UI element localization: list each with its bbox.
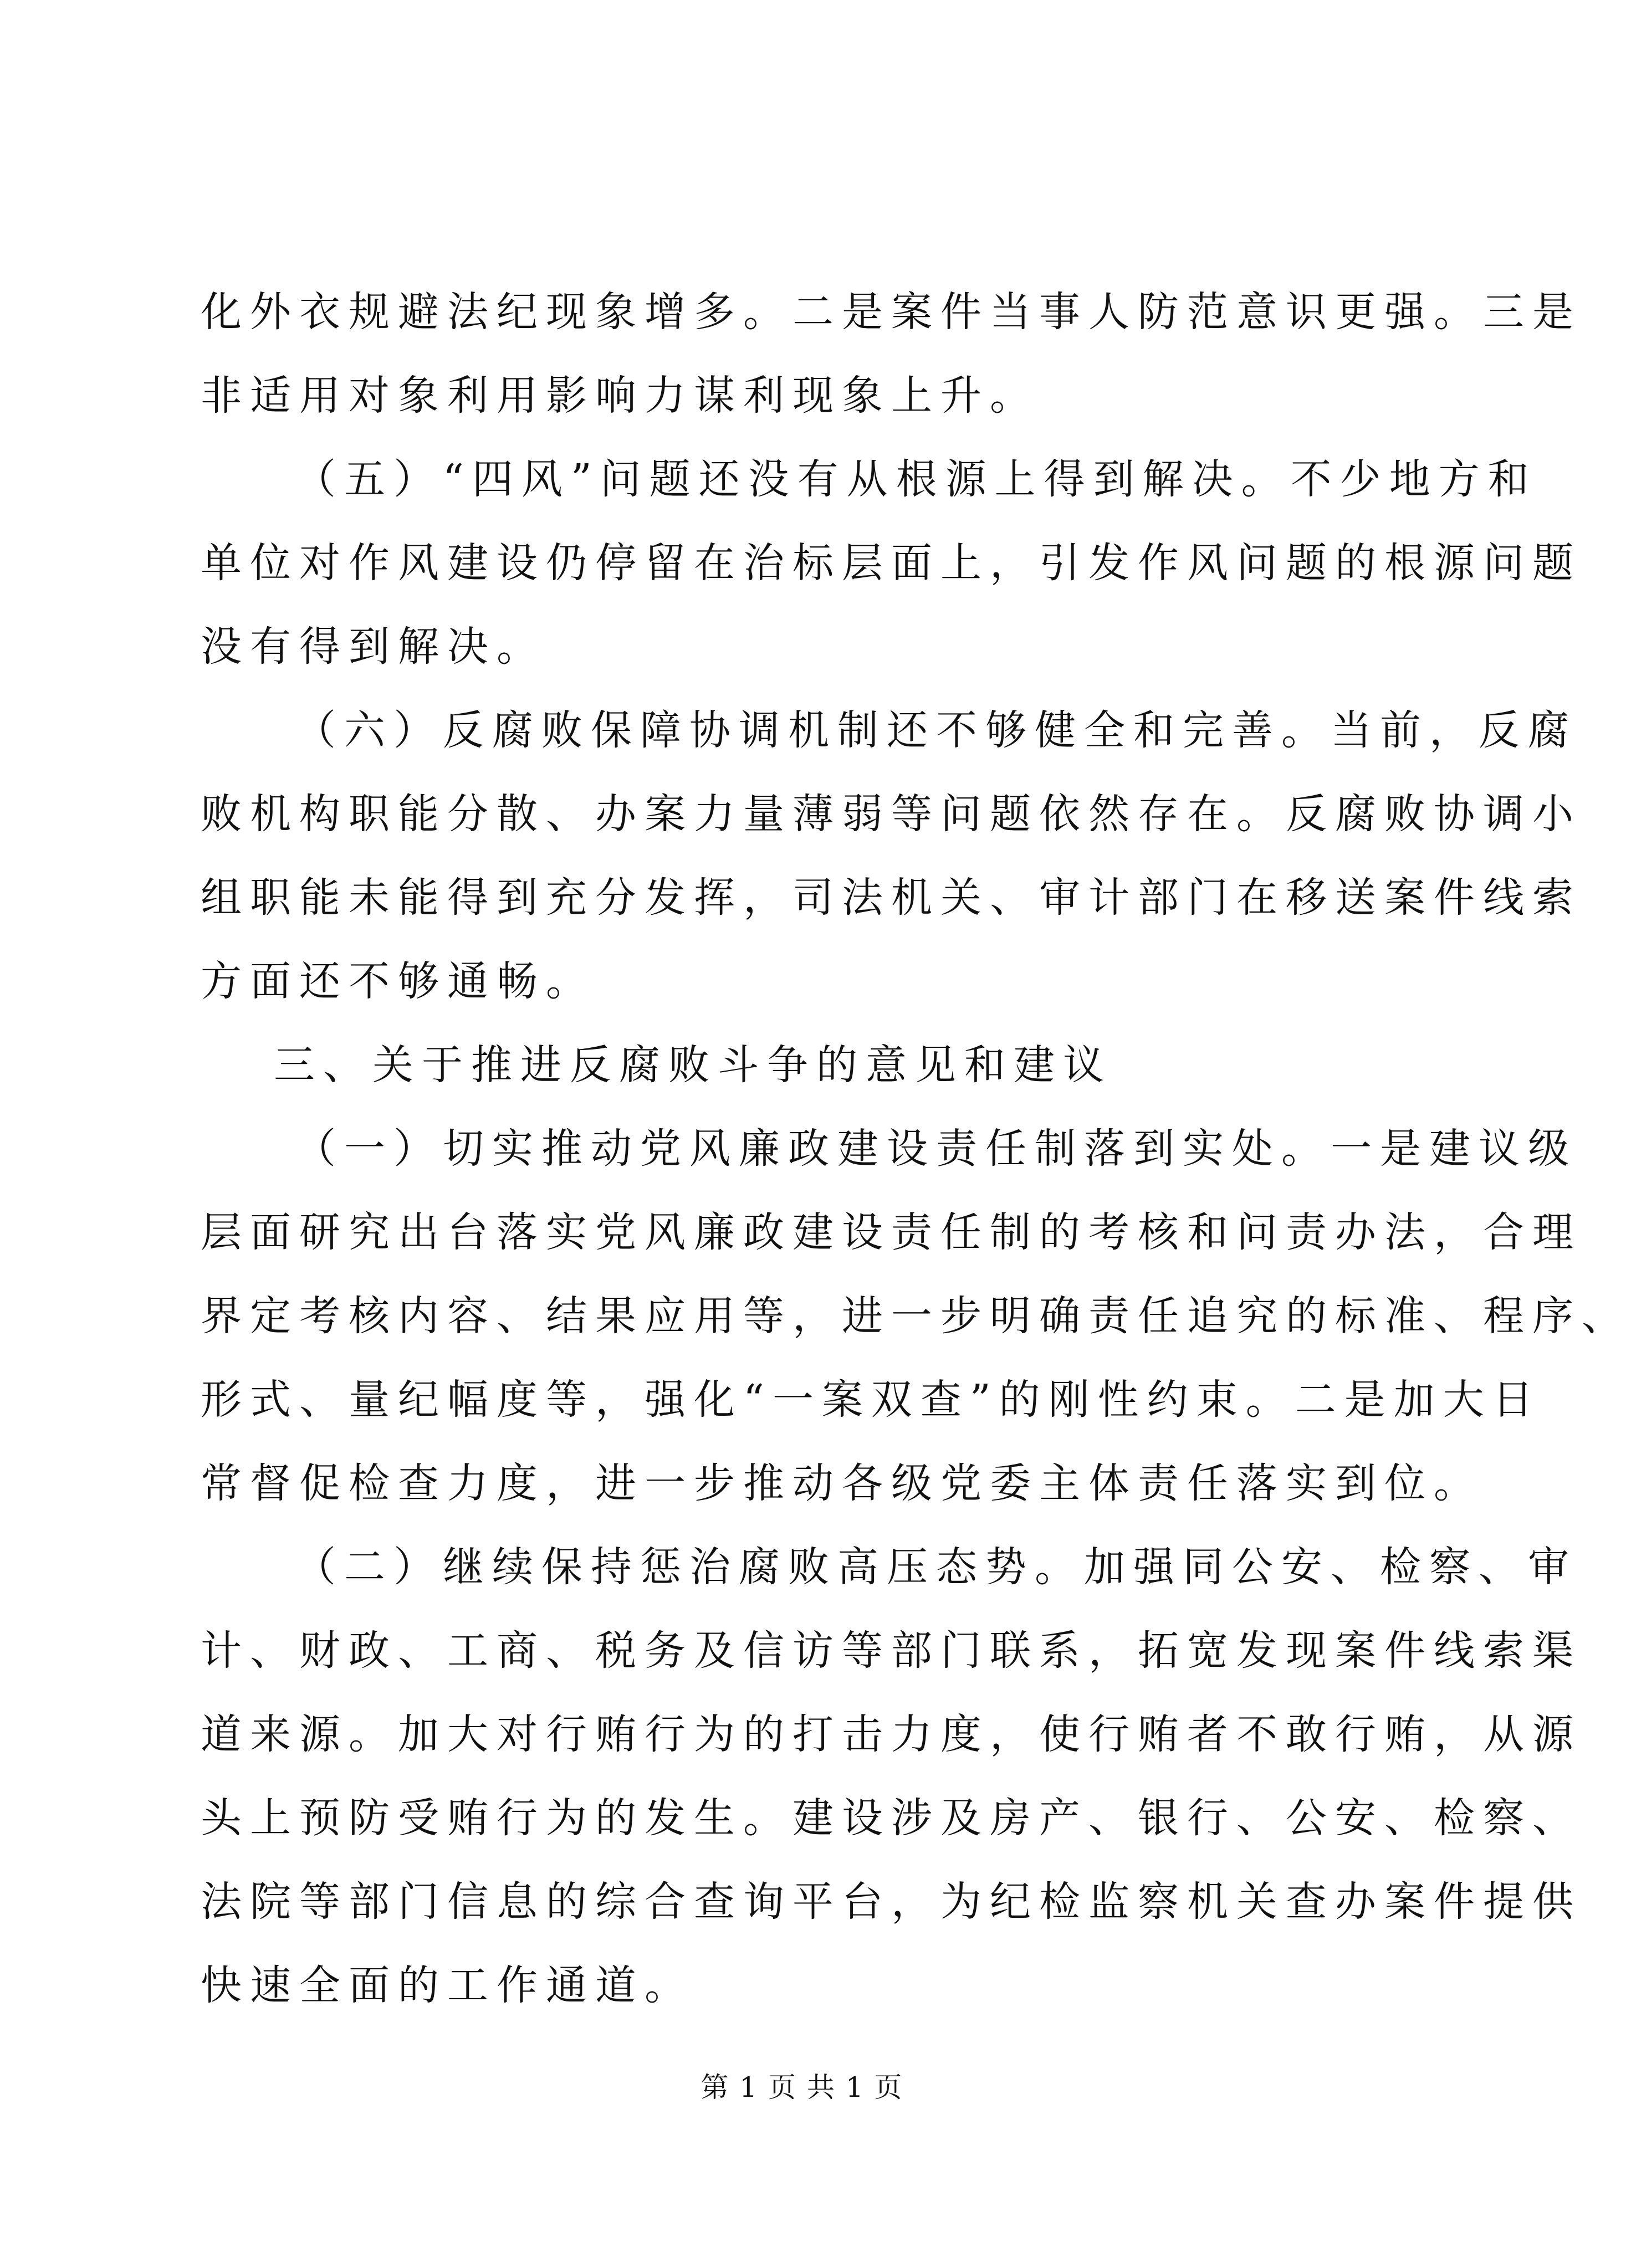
paragraph-five-start: （五）“四风”问题还没有从根源上得到解决。不少地方和 [295,455,1537,503]
paragraph-one-start: （一）切实推动党风廉政建设责任制落到实处。一是建议级 [295,1125,1577,1173]
body-line: 形式、量纪幅度等，强化“一案双查”的刚性约束。二是加大日 [201,1376,1542,1424]
body-line: 化外衣规避法纪现象增多。二是案件当事人防范意识更强。三是 [201,288,1582,336]
body-line: 计、财政、工商、税务及信访等部门联系，拓宽发现案件线索渠 [201,1627,1582,1675]
body-line: 层面研究出台落实党风廉政建设责任制的考核和问责办法，合理 [201,1209,1582,1256]
section-heading: 三、关于推进反腐败斗争的意见和建议 [274,1041,1112,1089]
body-line: 头上预防受贿行为的发生。建设涉及房产、银行、公安、检察、 [201,1794,1582,1842]
body-line: 界定考核内容、结果应用等，进一步明确责任追究的标准、程序、 [201,1292,1631,1340]
body-line: 单位对作风建设仍停留在治标层面上，引发作风问题的根源问题 [201,539,1582,587]
body-line: 道来源。加大对行贿行为的打击力度，使行贿者不敢行贿，从源 [201,1711,1582,1758]
paragraph-two-start: （二）继续保持惩治腐败高压态势。加强同公安、检察、审 [295,1543,1577,1591]
paragraph-six-start: （六）反腐败保障协调机制还不够健全和完善。当前，反腐 [295,706,1577,754]
body-line: 败机构职能分散、办案力量薄弱等问题依然存在。反腐败协调小 [201,790,1582,838]
body-line: 非适用对象利用影响力谋利现象上升。 [201,372,1039,419]
page-footer: 第 1 页 共 1 页 [701,2071,903,2103]
body-line: 组职能未能得到充分发挥，司法机关、审计部门在移送案件线索 [201,874,1582,921]
body-line: 常督促检查力度，进一步推动各级党委主体责任落实到位。 [201,1460,1483,1507]
body-line: 没有得到解决。 [201,623,546,670]
body-line: 方面还不够通畅。 [201,958,595,1005]
body-line: 法院等部门信息的综合查询平台，为纪检监察机关查办案件提供 [201,1878,1582,1926]
body-line: 快速全面的工作通道。 [201,1962,694,2009]
document-body [201,270,1631,2028]
